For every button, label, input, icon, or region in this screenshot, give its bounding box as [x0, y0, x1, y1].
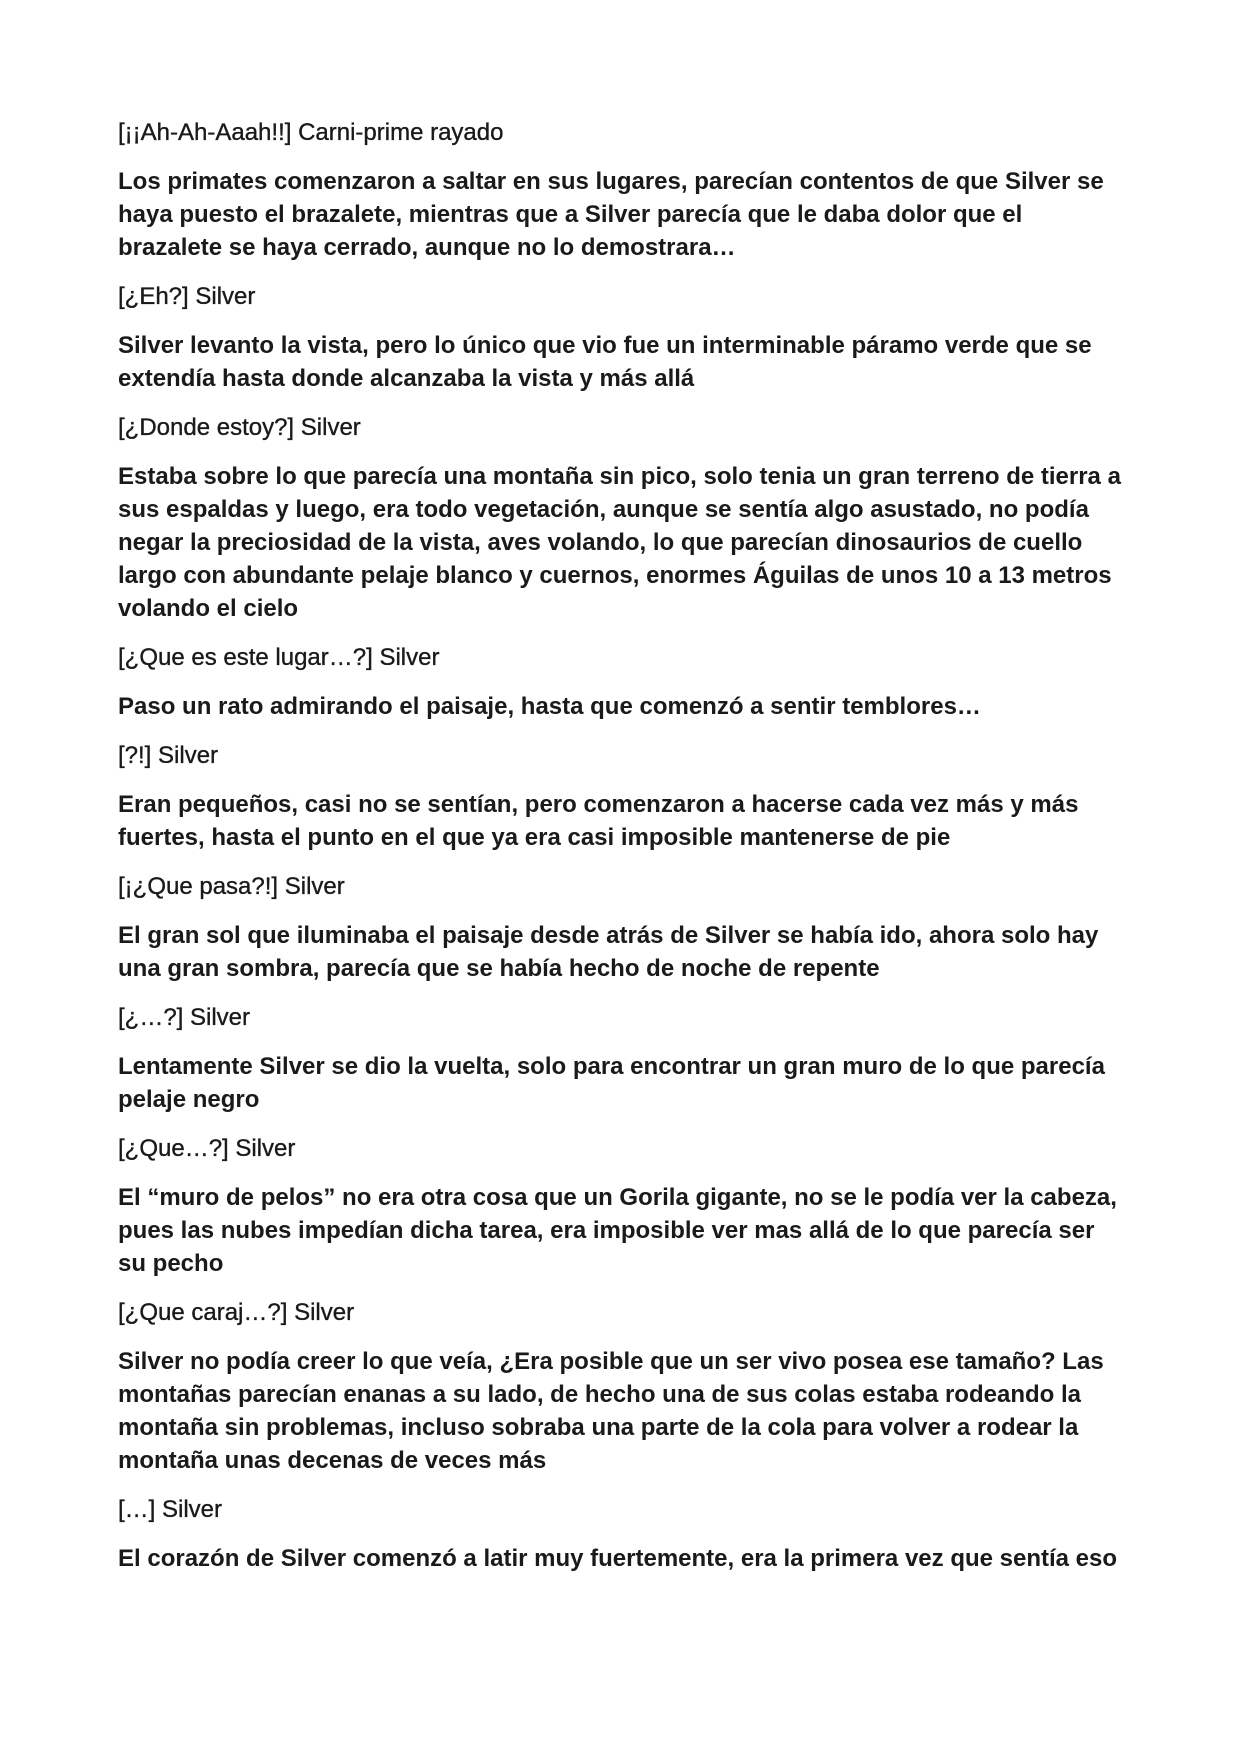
narration-paragraph: El gran sol que iluminaba el paisaje desde atrás de Silver se había ido, ahora solo hay una gran sombra, parecía que se había hecho de noche de repente — [118, 922, 1099, 982]
dialog-line: [?!] Silver — [118, 742, 219, 769]
narration-paragraph: Silver no podía creer lo que veía, ¿Era posible que un ser vivo posea ese tamaño? Las montañas parecían enanas a su lado, de hecho una de sus colas estaba rodeando la montaña sin problemas, incluso sobraba una parte de la cola para volver a rodear la montaña unas decenas de veces más — [118, 1348, 1104, 1474]
dialog-line: [¿Que es este lugar…?] Silver — [118, 644, 440, 671]
dialog-line: [¿Donde estoy?] Silver — [118, 414, 361, 441]
dialog-line: […] Silver — [118, 1496, 223, 1523]
dialog-line: [¡¡Ah-Ah-Aaah!!] Carni-prime rayado — [118, 119, 504, 146]
document-body — [118, 116, 1128, 1591]
narration-paragraph: El corazón de Silver comenzó a latir muy fuertemente, era la primera vez que sentía eso — [118, 1545, 1118, 1572]
narration-paragraph: Paso un rato admirando el paisaje, hasta que comenzó a sentir temblores… — [118, 693, 981, 720]
narration-paragraph: Los primates comenzaron a saltar en sus lugares, parecían contentos de que Silver se haya puesto el brazalete, mientras que a Silver parecía que le daba dolor que el brazalete se haya cerrado, aunque no lo demostrara… — [118, 168, 1104, 261]
dialog-line: [¿Eh?] Silver — [118, 283, 256, 310]
narration-paragraph: El “muro de pelos” no era otra cosa que un Gorila gigante, no se le podía ver la cabeza, pues las nubes impedían dicha tarea, era imposible ver mas allá de lo que parecía ser su pecho — [118, 1184, 1117, 1277]
dialog-line: [¡¿Que pasa?!] Silver — [118, 873, 345, 900]
dialog-line: [¿…?] Silver — [118, 1004, 251, 1031]
dialog-line: [¿Que…?] Silver — [118, 1135, 296, 1162]
narration-paragraph: Lentamente Silver se dio la vuelta, solo para encontrar un gran muro de lo que parecía pelaje negro — [118, 1053, 1105, 1113]
narration-paragraph: Silver levanto la vista, pero lo único que vio fue un interminable páramo verde que se extendía hasta donde alcanzaba la vista y más allá — [118, 332, 1092, 392]
dialog-line: [¿Que caraj…?] Silver — [118, 1299, 355, 1326]
narration-paragraph: Eran pequeños, casi no se sentían, pero comenzaron a hacerse cada vez más y más fuertes, hasta el punto en el que ya era casi imposible mantenerse de pie — [118, 791, 1079, 851]
narration-paragraph: Estaba sobre lo que parecía una montaña sin pico, solo tenia un gran terreno de tierra a sus espaldas y luego, era todo vegetación, aunque se sentía algo asustado, no podía negar la preciosidad de la vista, aves volando, lo que parecían dinosaurios de cuello largo con abundante pelaje blanco y cuernos, enormes Águilas de unos 10 a 13 metros volando el cielo — [118, 463, 1121, 622]
